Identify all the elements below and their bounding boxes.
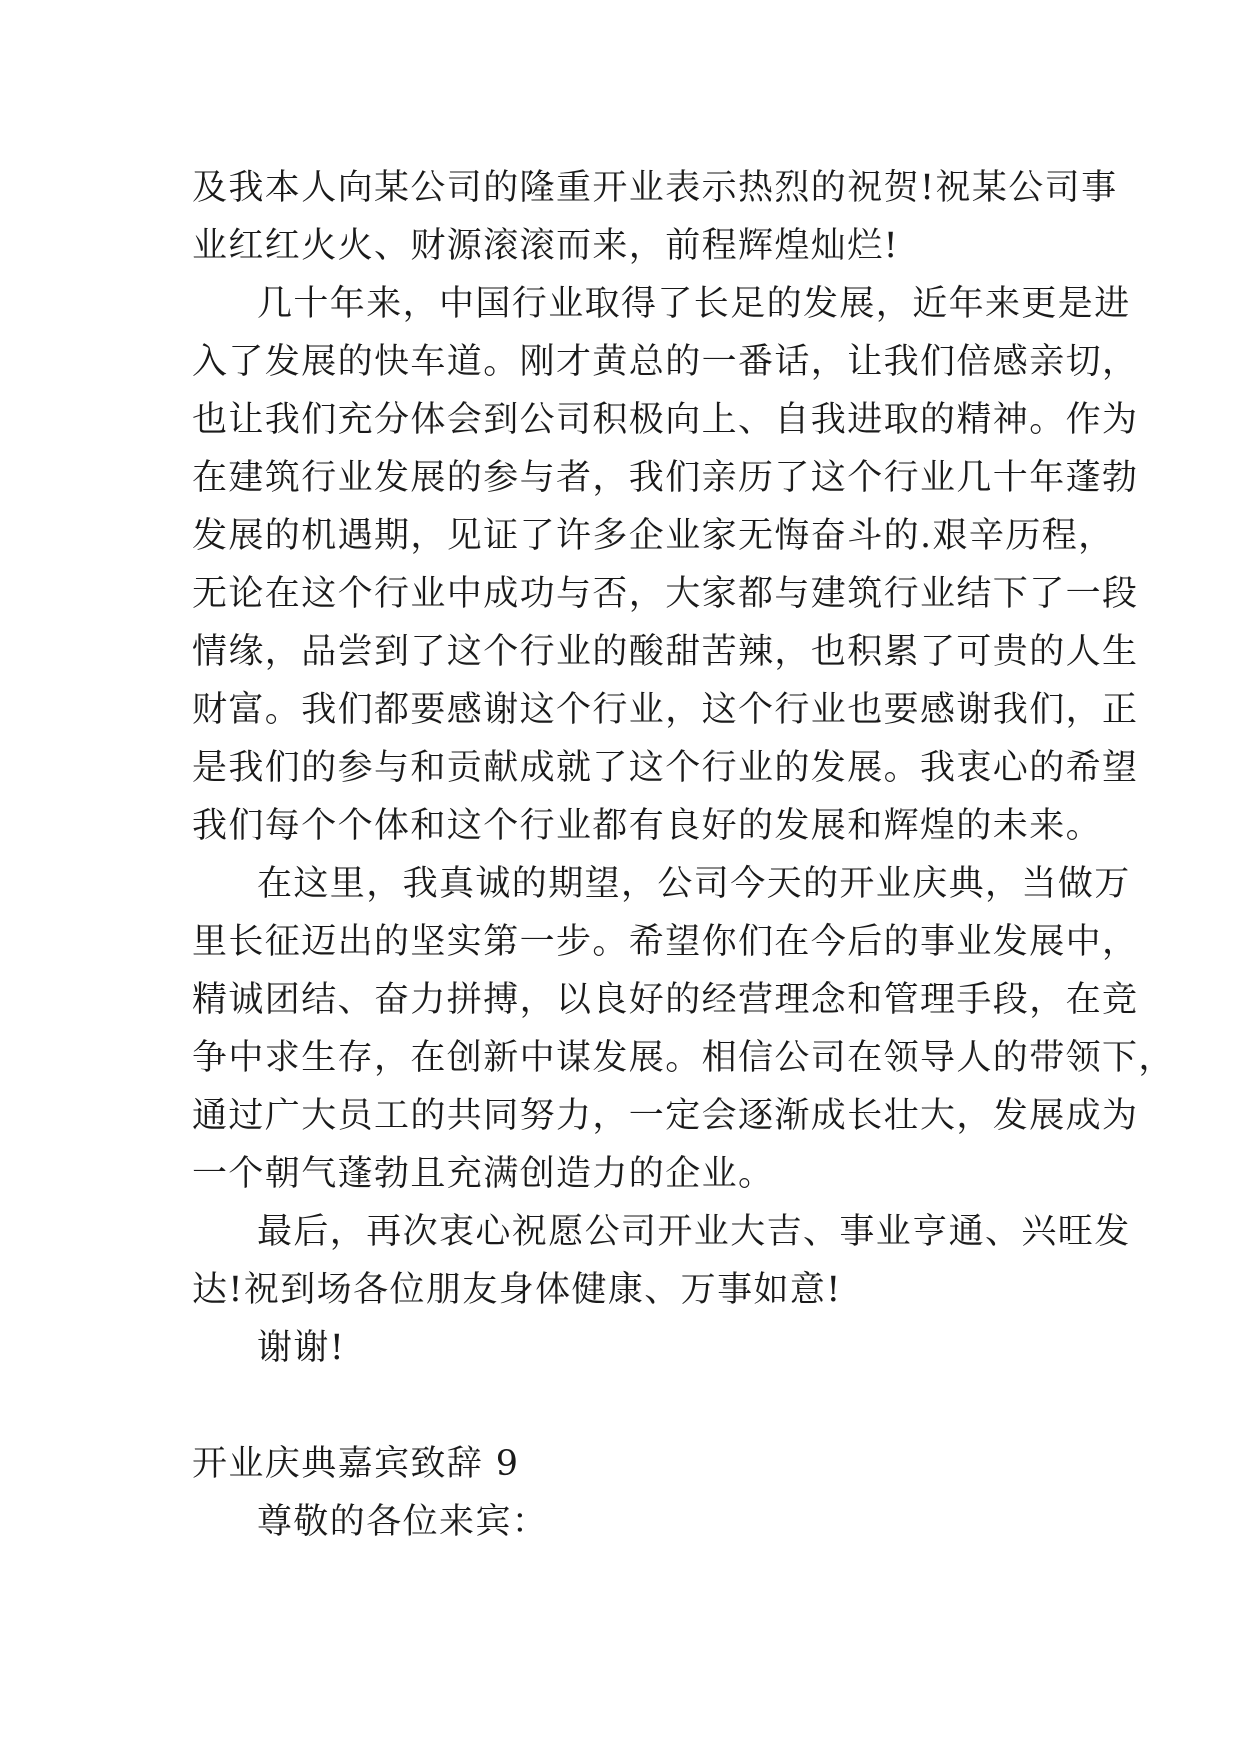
text-line: 几十年来，中国行业取得了长足的发展，近年来更是进 bbox=[257, 284, 1131, 324]
text-line: 无论在这个行业中成功与否，大家都与建筑行业结下了一段 bbox=[192, 574, 1139, 614]
text-line: 我们每个个体和这个行业都有良好的发展和辉煌的未来。 bbox=[192, 806, 1103, 846]
text-line: 最后，再次衷心祝愿公司开业大吉、事业亨通、兴旺发 bbox=[257, 1212, 1131, 1252]
text-line: 是我们的参与和贡献成就了这个行业的发展。我衷心的希望 bbox=[192, 748, 1139, 788]
text-line: 里长征迈出的坚实第一步。希望你们在今后的事业发展中， bbox=[192, 922, 1139, 962]
text-line: 一个朝气蓬勃且充满创造力的企业。 bbox=[192, 1154, 775, 1194]
section-heading: 开业庆典嘉宾致辞 9 bbox=[192, 1444, 520, 1484]
text-line: 也让我们充分体会到公司积极向上、自我进取的精神。作为 bbox=[192, 400, 1139, 440]
text-line: 财富。我们都要感谢这个行业，这个行业也要感谢我们，正 bbox=[192, 690, 1139, 730]
text-line: 通过广大员工的共同努力，一定会逐渐成长壮大，发展成为 bbox=[192, 1096, 1139, 1136]
text-line: 谢谢! bbox=[257, 1328, 346, 1368]
text-line: 入了发展的快车道。刚才黄总的一番话，让我们倍感亲切， bbox=[192, 342, 1139, 382]
text-line: 达!祝到场各位朋友身体健康、万事如意! bbox=[192, 1270, 842, 1310]
text-line: 在建筑行业发展的参与者，我们亲历了这个行业几十年蓬勃 bbox=[192, 458, 1139, 498]
text-line: 及我本人向某公司的隆重开业表示热烈的祝贺!祝某公司事 bbox=[192, 168, 1118, 208]
salutation: 尊敬的各位来宾： bbox=[257, 1502, 549, 1542]
text-line: 在这里，我真诚的期望，公司今天的开业庆典，当做万 bbox=[257, 864, 1131, 904]
text-line: 精诚团结、奋力拼搏，以良好的经营理念和管理手段，在竞 bbox=[192, 980, 1139, 1020]
text-line: 情缘，品尝到了这个行业的酸甜苦辣，也积累了可贵的人生 bbox=[192, 632, 1139, 672]
text-line: 业红红火火、财源滚滚而来，前程辉煌灿烂! bbox=[192, 226, 900, 266]
text-line: 争中求生存，在创新中谋发展。相信公司在领导人的带领下， bbox=[192, 1038, 1175, 1078]
text-line: 发展的机遇期，见证了许多企业家无悔奋斗的.艰辛历程， bbox=[192, 516, 1115, 556]
